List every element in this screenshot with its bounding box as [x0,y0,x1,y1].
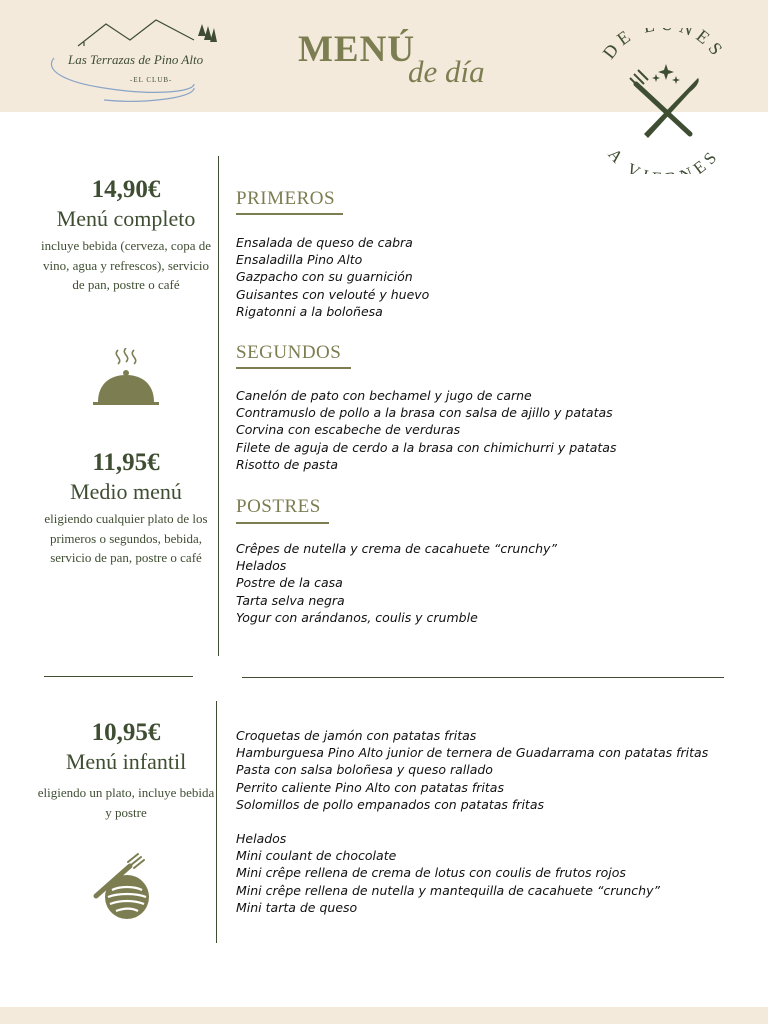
segundos-underline [236,367,351,369]
list-item: Helados [236,558,287,574]
badge-bottom-text: A V NES [604,144,724,174]
list-item: Tarta selva negra [236,592,345,608]
medio-menu-price: 11,95€ [92,449,160,476]
list-item: Mini tarta de queso [236,899,358,915]
list-item: Gazpacho con su guarnición [236,269,413,285]
page-title-script: de día [408,54,485,89]
menu-completo-description: incluye bebida (cerveza, copa de vino, agua y refrescos), servicio de pan, postre o café [41,238,211,292]
menu-completo-block [36,176,216,295]
list-item: Ensaladilla Pino Alto [236,252,363,268]
menu-infantil-block [36,719,216,822]
section-divider-left [44,676,193,677]
list-item: Croquetas de jamón con patatas fritas [236,728,477,743]
page-title: MENÚ [298,29,416,70]
list-item: Yogur con arándanos, coulis y crumble [236,609,478,625]
list-item: Postre de la casa [236,575,343,591]
fork-knife-crossed-icon [630,64,699,138]
logo [44,18,226,106]
list-item: Filete de aguja de cerdo a la brasa con chimichurri y patatas [236,439,617,455]
primeros-underline [236,213,343,215]
list-item: Risotto de pasta [236,456,339,472]
days-badge [590,28,738,174]
logo-club-label: -EL CLUB- [130,76,173,84]
fork-plate-icon [90,852,156,927]
logo-name: Las Terrazas de Pino Alto [68,52,204,67]
list-item: Mini coulant de chocolate [236,848,397,864]
list-item: Mini crêpe rellena de crema de lotus con coulis de frutos rojos [236,865,626,881]
footer-band [0,1007,768,1024]
list-item: Perrito caliente Pino Alto con patatas fritas [236,779,504,795]
list-item: Contramuslo de pollo a la brasa con salsa de ajillo y patatas [236,405,613,421]
medio-menu-name: Medio menú [70,479,182,504]
primeros-heading: PRIMEROS [236,188,336,209]
segundos-heading: SEGUNDOS [236,342,342,363]
list-item: Corvina con escabeche de verduras [236,422,461,438]
menu-infantil-price: 10,95€ [91,719,161,746]
menu-infantil-description: eligiendo un plato, incluye bebida y postre [37,785,215,820]
postres-heading: POSTRES [236,496,321,517]
infantil-postres-list [236,830,660,916]
list-item: Pasta con salsa boloñesa y queso rallado [236,762,493,778]
list-item: Rigatonni a la boloñesa [236,303,383,319]
menu-infantil-name: Menú infantil [65,749,187,774]
column-divider-bottom [216,701,217,943]
infantil-platos-list [236,727,708,813]
list-item: Ensalada de queso de cabra [236,235,413,250]
list-item: Solomillos de pollo empanados con patatas fritas [236,796,544,812]
column-divider-top [218,156,219,656]
cloche-icon [92,348,160,411]
badge-top-text: DE NES [598,28,730,63]
list-item: Crêpes de nutella y crema de cacahuete “crunchy” [236,541,557,556]
list-item: Helados [236,831,287,846]
menu-completo-name: Menú completo [56,206,196,231]
list-item: Hamburguesa Pino Alto junior de ternera de Guadarrama con patatas fritas [236,745,709,761]
segundos-list [236,387,616,473]
postres-list [236,540,557,626]
medio-menu-description: eligiendo cualquier plato de los primeros o segundos, bebida, servicio de pan, postre o café [44,511,208,565]
primeros-list [236,234,429,320]
postres-underline [236,522,329,524]
list-item: Guisantes con velouté y huevo [236,286,430,302]
medio-menu-block [36,449,216,568]
list-item: Canelón de pato con bechamel y jugo de carne [236,388,532,403]
section-divider-right [242,677,724,678]
list-item: Mini crêpe rellena de nutella y mantequilla de cacahuete “crunchy” [236,882,660,898]
menu-completo-price: 14,90€ [91,176,161,203]
